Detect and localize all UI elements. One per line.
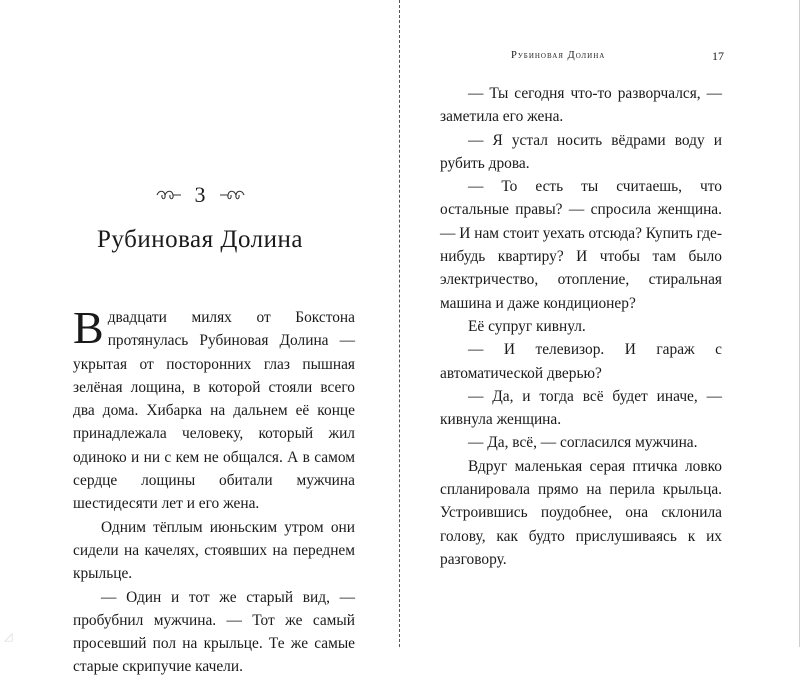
ornament-left-icon	[155, 189, 183, 201]
left-page-body	[73, 302, 355, 679]
paragraph: — То есть ты считаешь, что остальные правы? — спросила женщина. — И нам стоит уехать отсюда? Купить где-нибудь квартиру? И чтобы там было электричество, отопление, стиральная машина и даже кондиционер?	[440, 178, 722, 312]
drop-cap: В	[73, 302, 104, 353]
paragraph: Вдруг маленькая серая птичка ловко спланировала прямо на перила крыльца. Устроившись поудобнее, она склонила голову, как будто прислушиваясь к их разговору.	[440, 457, 722, 568]
paragraph: — Ты сегодня что-то разворчался, — заметила его жена.	[440, 85, 722, 126]
paragraph: — И телевизор. И гараж с автоматической дверью?	[440, 341, 722, 382]
paragraph: Одним тёплым июньским утром они сидели на качелях, стоявших на переднем крыльце.	[73, 518, 355, 583]
paragraph: Её супруг кивнул.	[468, 317, 586, 335]
paragraph: — Да, и тогда всё будет иначе, — кивнула женщина.	[440, 387, 722, 429]
chapter-number-row	[0, 180, 400, 210]
paragraph: — Да, всё, — согласился мужчина.	[468, 434, 698, 452]
right-page-body	[440, 82, 722, 571]
running-head: Рубиновая Долина	[511, 50, 606, 61]
paragraph-text: двадцати милях от Бокстона протянулась Рубиновая Долина — укрытая от посторонних глаз пышная зелёная лощина, в которой стояли всего два дома. Хибарка на дальнем её конце принадлежала человеку, который жил одиноко и ни с кем не общался. А в самом сердце лощины обитали мужчина шестидесяти лет и его жена.	[73, 309, 355, 513]
paragraph	[73, 302, 355, 516]
corner-mark-icon: ◿	[4, 631, 13, 643]
ornament-right-icon	[218, 189, 246, 201]
page-gutter-divider	[399, 0, 400, 647]
chapter-number: 3	[194, 182, 206, 207]
paragraph: — Один и тот же старый вид, — пробубнил мужчина. — Тот же самый просевший пол на крыльце. Те же самые старые скрипучие качели.	[73, 588, 355, 676]
page-number: 17	[712, 49, 724, 63]
chapter-title: Рубиновая Долина	[97, 226, 303, 253]
paragraph: — Я устал носить вёдрами воду и рубить дрова.	[440, 131, 722, 172]
chapter-heading	[0, 180, 400, 256]
left-page	[0, 0, 400, 676]
